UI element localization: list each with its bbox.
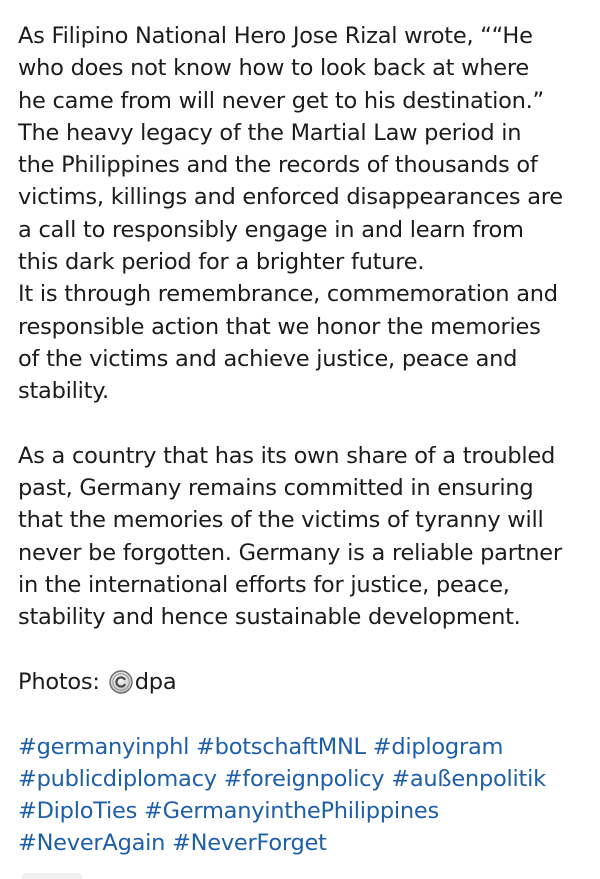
paragraph-line: who does not know how to look back at where [18, 55, 529, 82]
hashtag-link[interactable]: #foreignpolicy [223, 765, 385, 792]
paragraph-line: The heavy legacy of the Martial Law period in [18, 119, 522, 146]
paragraph-line: he came from will never get to his destination.” [18, 87, 544, 114]
paragraph-line: in the international efforts for justice, peace, [18, 572, 510, 599]
post-paragraph-1 [18, 20, 593, 408]
paragraph-line: As a country that has its own share of a troubled [18, 442, 556, 469]
paragraph-line: never be forgotten. Germany is a reliable partner [18, 539, 562, 566]
paragraph-line: the Philippines and the records of thousands of [18, 152, 538, 179]
hashtag-row [18, 795, 593, 827]
paragraph-spacer [18, 634, 593, 666]
hashtag-link[interactable]: #NeverForget [172, 830, 327, 857]
hashtag-row [18, 763, 593, 795]
photo-credit [18, 666, 593, 698]
paragraph-line: victims, killings and enforced disappearances are [18, 184, 563, 211]
paragraph-spacer [18, 408, 593, 440]
paragraph-line: stability and hence sustainable development. [18, 604, 521, 631]
paragraph-line: responsible action that we honor the memories [18, 313, 541, 340]
cropped-element-edge [22, 873, 82, 879]
hashtag-link[interactable]: #außenpolitik [391, 765, 546, 792]
hashtag-link[interactable]: #GermanyinthePhilippines [144, 798, 439, 825]
hashtag-link[interactable]: #diplogram [372, 733, 504, 760]
hashtag-row [18, 827, 593, 859]
hashtag-link[interactable]: #NeverAgain [18, 830, 166, 857]
paragraph-line: As Filipino National Hero Jose Rizal wrote, ““He [18, 23, 533, 49]
paragraph-spacer [18, 698, 593, 730]
paragraph-line: a call to responsibly engage in and learn from [18, 216, 524, 243]
paragraph-line: this dark period for a brighter future. [18, 249, 425, 276]
paragraph-line: of the victims and achieve justice, peace and [18, 345, 518, 372]
hashtag-link[interactable]: #publicdiplomacy [18, 765, 217, 792]
paragraph-line: It is through remembrance, commemoration and [18, 281, 558, 308]
paragraph-line: stability. [18, 378, 109, 405]
hashtag-row [18, 731, 593, 763]
hashtag-list [18, 731, 593, 860]
photo-credit-source: dpa [134, 668, 177, 695]
photo-credit-label: Photos: [18, 668, 100, 695]
post-paragraph-2 [18, 440, 593, 634]
paragraph-line: past, Germany remains committed in ensuring [18, 475, 534, 502]
post-body [18, 20, 593, 860]
paragraph-line: that the memories of the victims of tyranny will [18, 507, 544, 534]
hashtag-link[interactable]: #DiploTies [18, 798, 138, 825]
copyright-icon [108, 669, 134, 695]
hashtag-link[interactable]: #germanyinphl [18, 733, 190, 760]
hashtag-link[interactable]: #botschaftMNL [196, 733, 366, 760]
